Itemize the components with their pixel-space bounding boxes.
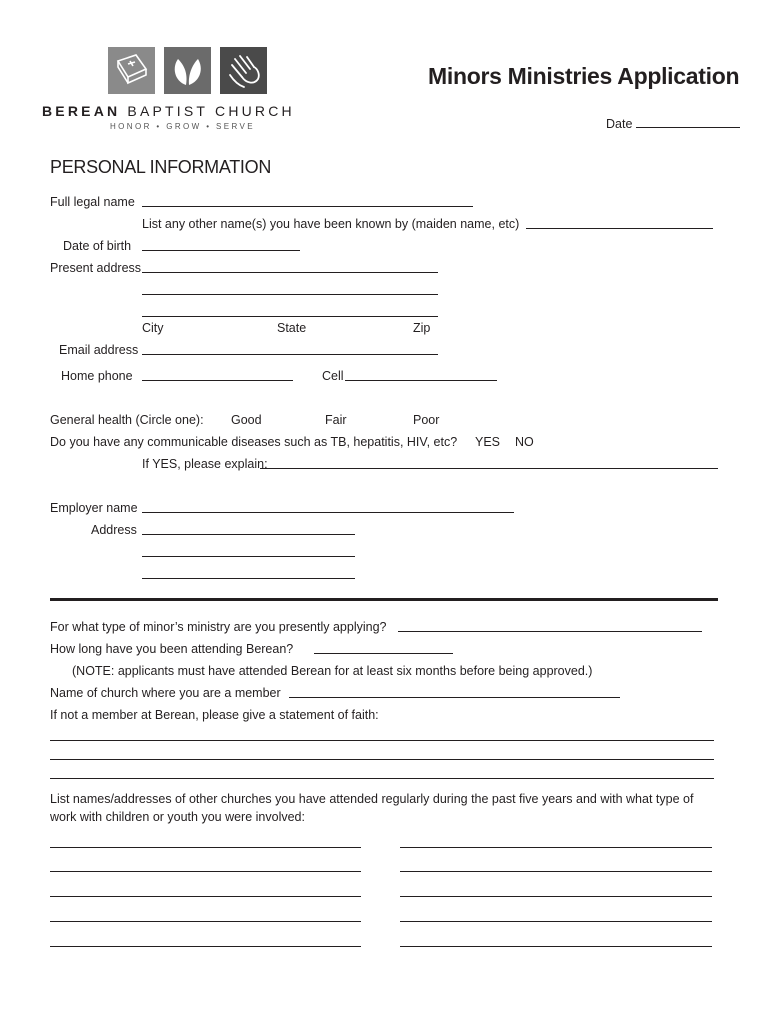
employer-address-field-1[interactable] — [142, 534, 355, 535]
church-name-rest: BAPTIST CHURCH — [127, 103, 295, 119]
church-list-left-4[interactable] — [50, 921, 361, 922]
date-field[interactable] — [636, 127, 740, 128]
cell-field[interactable] — [345, 380, 497, 381]
state-label: State — [277, 321, 307, 335]
other-churches-label-line-1: List names/addresses of other churches you have attended regularly during the past five years and with what type of — [50, 792, 694, 806]
church-name-bold: BEREAN — [42, 103, 121, 119]
employer-address-label: Address — [91, 523, 137, 537]
church-list-right-4[interactable] — [400, 921, 712, 922]
email-field[interactable] — [142, 354, 438, 355]
email-label: Email address — [59, 343, 139, 357]
statement-field-3[interactable] — [50, 778, 714, 779]
church-list-left-3[interactable] — [50, 896, 361, 897]
address-field-3[interactable] — [142, 316, 438, 317]
diseases-yes-option[interactable]: YES — [475, 435, 501, 449]
address-field-1[interactable] — [142, 272, 438, 273]
employer-field[interactable] — [142, 512, 514, 513]
church-list-right-5[interactable] — [400, 946, 712, 947]
zip-label: Zip — [413, 321, 431, 335]
form-title: Minors Ministries Application — [428, 63, 740, 89]
full-name-label: Full legal name — [50, 195, 135, 209]
employer-address-field-3[interactable] — [142, 578, 355, 579]
address-field-2[interactable] — [142, 294, 438, 295]
how-long-label: How long have you been attending Berean? — [50, 642, 294, 656]
church-list-right-2[interactable] — [400, 871, 712, 872]
explain-field[interactable] — [260, 468, 718, 469]
home-phone-label: Home phone — [61, 369, 133, 383]
church-tagline: HONOR • GROW • SERVE — [110, 122, 256, 131]
health-option-poor[interactable]: Poor — [413, 413, 440, 427]
other-names-label: List any other name(s) you have been known by (maiden name, etc) — [142, 217, 520, 231]
church-member-label: Name of church where you are a member — [50, 686, 281, 700]
hand-icon — [220, 47, 267, 94]
dob-label: Date of birth — [63, 239, 132, 253]
church-list-right-3[interactable] — [400, 896, 712, 897]
section-divider — [50, 598, 718, 601]
health-option-fair[interactable]: Fair — [325, 413, 347, 427]
ministry-type-label: For what type of minor’s ministry are you presently applying? — [50, 620, 387, 634]
address-label: Present address — [50, 261, 142, 275]
cell-label: Cell — [322, 369, 344, 383]
bible-icon — [108, 47, 155, 94]
statement-label: If not a member at Berean, please give a statement of faith: — [50, 708, 379, 722]
church-list-right-1[interactable] — [400, 847, 712, 848]
section-heading-personal: PERSONAL INFORMATION — [50, 157, 272, 177]
church-list-left-1[interactable] — [50, 847, 361, 848]
church-list-left-5[interactable] — [50, 946, 361, 947]
city-label: City — [142, 321, 164, 335]
date-label: Date — [606, 117, 633, 131]
explain-label: If YES, please explain: — [142, 457, 268, 471]
church-member-field[interactable] — [289, 697, 620, 698]
attendance-note: (NOTE: applicants must have attended Berean for at least six months before being approved.) — [72, 664, 593, 678]
ministry-type-field[interactable] — [398, 631, 702, 632]
full-name-field[interactable] — [142, 206, 473, 207]
home-phone-field[interactable] — [142, 380, 293, 381]
employer-address-field-2[interactable] — [142, 556, 355, 557]
diseases-label: Do you have any communicable diseases such as TB, hepatitis, HIV, etc? — [50, 435, 458, 449]
church-list-left-2[interactable] — [50, 871, 361, 872]
diseases-no-option[interactable]: NO — [515, 435, 534, 449]
dob-field[interactable] — [142, 250, 300, 251]
employer-label: Employer name — [50, 501, 138, 515]
statement-field-2[interactable] — [50, 759, 714, 760]
church-name — [42, 103, 295, 119]
other-names-field[interactable] — [526, 228, 713, 229]
other-churches-label-line-2: work with children or youth you were involved: — [50, 810, 305, 824]
statement-field-1[interactable] — [50, 740, 714, 741]
how-long-field[interactable] — [314, 653, 453, 654]
leaf-icon — [164, 47, 211, 94]
health-option-good[interactable]: Good — [231, 413, 262, 427]
health-label: General health (Circle one): — [50, 413, 204, 427]
